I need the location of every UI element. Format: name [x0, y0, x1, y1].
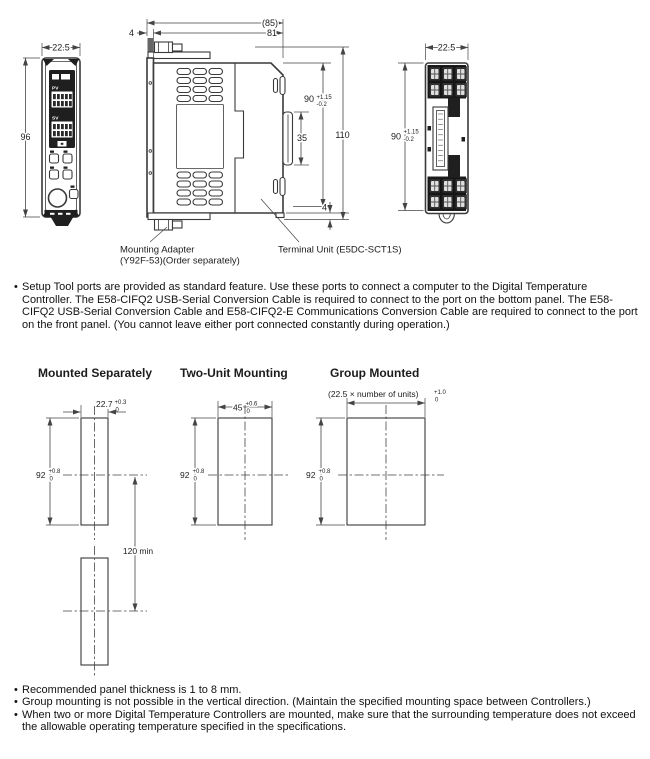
side-view-drawing [120, 18, 402, 267]
note-text: Recommended panel thickness is 1 to 8 mm. [22, 684, 242, 696]
sep-height-tol-upper: +0.8 [48, 469, 61, 475]
group-height-tol-lower: 0 [319, 476, 323, 483]
side-label-area [177, 105, 224, 169]
bullet: • [14, 281, 18, 293]
rear-connector [433, 107, 448, 170]
side-body-depth-dim: 81 [266, 28, 278, 38]
note-item [14, 709, 642, 734]
rear-mount-pitch-tol-upper: +1.15 [403, 129, 419, 136]
two-unit-width-tol-lower: 0 [246, 409, 250, 415]
mounted-separately-title: Mounted Separately [38, 366, 153, 380]
sep-width-dim: 22.7 [96, 399, 113, 409]
side-connector-span-dim: 35 [296, 133, 308, 143]
front-width-dim: 22.5 [52, 42, 70, 53]
note-item [14, 684, 642, 696]
group-height-dim: 92 [306, 470, 316, 480]
dimension-drawings [0, 0, 650, 278]
two-unit-mounting-diagram [180, 401, 288, 540]
mounting-adapter-label-line2: (Y92F-53)(Order separately) [120, 255, 240, 267]
front-view-drawing [20, 43, 80, 227]
group-width-dim: (22.5 × number of units) [328, 389, 419, 399]
two-unit-height-tol-upper: +0.8 [192, 469, 205, 475]
note-item [14, 696, 642, 708]
side-mount-pitch-tol-lower: -0.2 [316, 102, 327, 108]
setup-tool-note-text: Setup Tool ports are provided as standard feature. Use these ports to connect a computer to the Digital Temperature Controller. The E58-CIFQ2 USB-Serial Conversion Cable is required to connect to the port on the bottom panel. The E58-CIFQ2 USB-Serial Conversion Cable and E58-CIFQ2-E Communications Conversion Cable are required to connect to the port on the front panel. (You cannot leave either port connected constantly during operation.) [22, 281, 638, 331]
group-width-tol-upper: +1.0 [434, 390, 446, 396]
two-unit-width-dim: 45 [233, 402, 243, 413]
sep-width-tol-upper: +0.3 [114, 400, 127, 406]
sep-vertical-space-dim: 120 min [122, 546, 154, 556]
group-mounted-diagram [306, 389, 447, 540]
note-text: Group mounting is not possible in the vertical direction. (Maintain the specified mounting space between Controllers.) [22, 696, 591, 709]
rear-view-drawing [391, 43, 468, 224]
rear-width-dim: 22.5 [437, 42, 456, 53]
side-front-bezel-dim: 4 [128, 28, 134, 38]
front-port [49, 189, 67, 207]
sv-label: SV [52, 116, 59, 122]
group-mounted-title: Group Mounted [330, 366, 420, 380]
terminal-unit-label: Terminal Unit (E5DC-SCT1S) [278, 244, 402, 256]
rear-mount-pitch-tol-lower: -0.2 [403, 137, 414, 143]
bullet: • [14, 684, 18, 696]
rear-terminal-block-bottom [428, 177, 467, 212]
group-width-tol-lower: 0 [435, 397, 439, 404]
side-mount-pitch-dim: 90 [304, 94, 315, 104]
two-unit-height-dim: 92 [180, 470, 190, 480]
sep-height-dim: 92 [36, 470, 46, 480]
group-height-tol-upper: +0.8 [318, 469, 331, 475]
setup-tool-note [14, 281, 638, 331]
pv-label: PV [52, 86, 59, 92]
side-mount-pitch-tol-upper: +1.15 [316, 95, 332, 101]
side-overall-height-dim: 110 [335, 130, 350, 140]
side-bottom-offset-dim: 4 [321, 202, 327, 213]
bullet: • [14, 696, 18, 709]
front-height-dim: 96 [20, 132, 31, 142]
mounting-adapter-label-line1: Mounting Adapter [120, 244, 195, 256]
notes-list [14, 684, 642, 734]
bullet: • [14, 708, 18, 721]
two-unit-width-tol-upper: +0.6 [245, 401, 258, 408]
sep-height-tol-lower: 0 [49, 476, 53, 483]
mounted-separately-diagram [36, 399, 153, 678]
two-unit-mounting-title: Two-Unit Mounting [180, 366, 288, 380]
sep-width-tol-lower: 0 [115, 407, 119, 414]
rear-mount-pitch-dim: 90 [390, 131, 401, 142]
note-text: When two or more Digital Temperature Controllers are mounted, make sure that the surrounding temperature does not exceed the allowable operating temperature specified in the specifications. [22, 708, 636, 734]
rear-terminal-block-top [428, 65, 467, 99]
side-overall-depth-dim: (85) [261, 18, 279, 28]
front-display [49, 70, 75, 148]
mounting-diagrams [0, 355, 650, 680]
two-unit-height-tol-lower: 0 [193, 476, 197, 483]
